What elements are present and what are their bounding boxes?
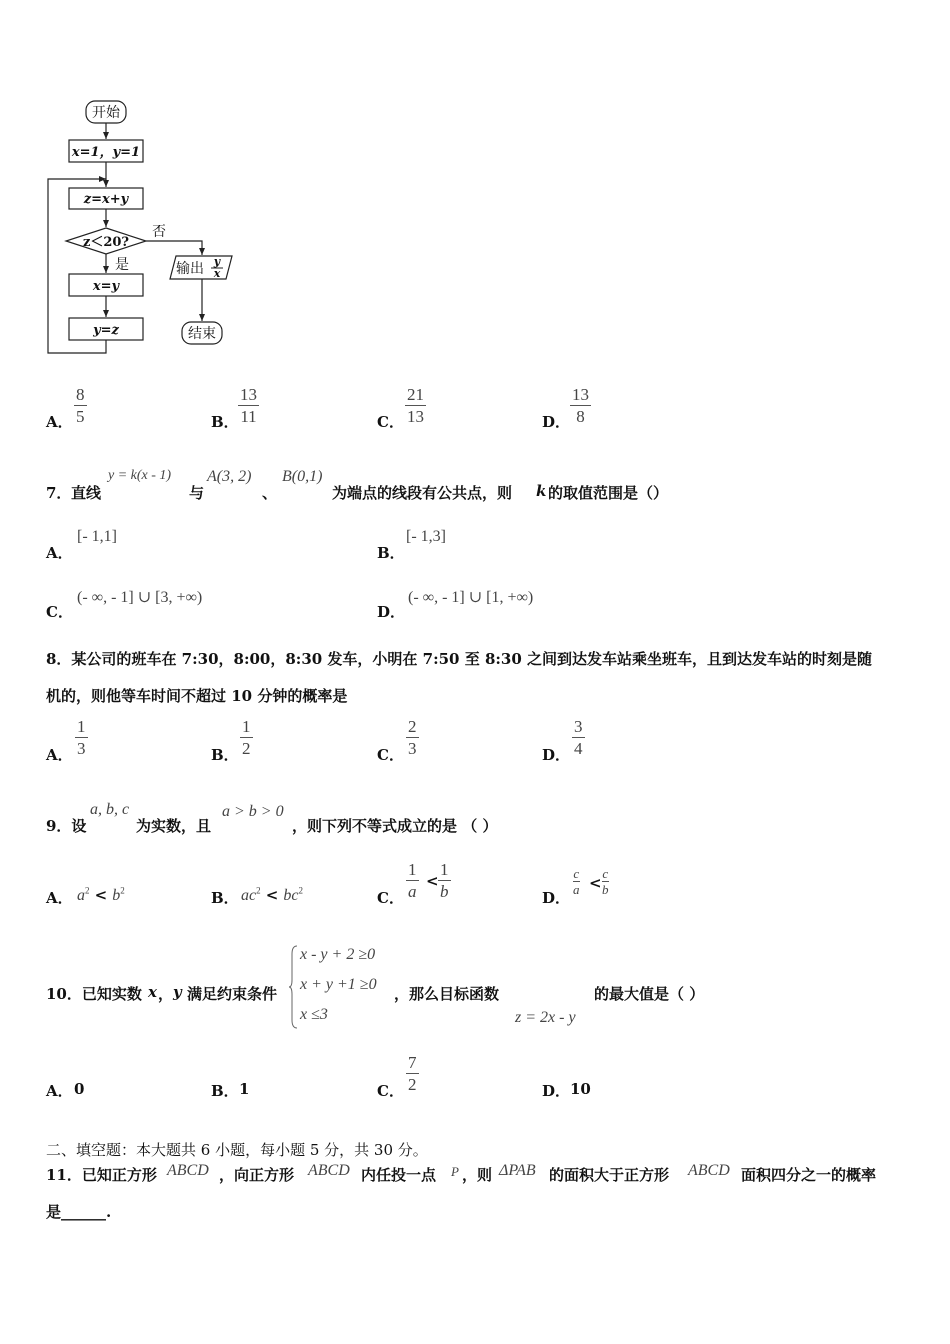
q7-number: 7． [46, 484, 72, 502]
q6-opt-c-frac: $\frac{21}{13}$ [407, 385, 424, 426]
q7-opt-a-label: A． [46, 544, 73, 562]
q8-line-2: 机的，则他等车时间不超过 10 分钟的概率是 [46, 687, 348, 705]
q8-opt-c-frac: $\frac{2}{3}$ [408, 717, 417, 758]
q6-opt-c-label: C． [377, 413, 404, 431]
q10-text-3: 的最大值是（ ） [594, 985, 705, 1003]
q7-opt-c-label: C． [46, 603, 73, 621]
q9-vars: a, b, c [90, 801, 130, 818]
q10-opt-b-label: B． [211, 1082, 239, 1100]
q7-text-1: 直线 [71, 484, 102, 502]
q10-opt-d-label: D． [542, 1082, 571, 1100]
q11-text-2: ，向正方形 [219, 1166, 295, 1184]
q11-abcd-3: ABCD [688, 1162, 730, 1179]
q10-comma: ， [158, 985, 174, 1003]
q10-objective: z = 2x - y [515, 1009, 576, 1026]
q10-text-1: 满足约束条件 [187, 985, 278, 1003]
flow-end-text: 结束 [188, 326, 216, 342]
flow-init-text: x=1，y=1 [71, 145, 141, 160]
q6-opt-a-frac: $\frac{8}{5}$ [76, 385, 85, 426]
flowchart [40, 95, 240, 360]
q10-opt-a-value: 0 [74, 1080, 85, 1098]
section-2-title: 二、填空题：本大题共 6 小题，每小题 5 分，共 30 分。 [46, 1141, 428, 1159]
q7-opt-b-value: [- 1,3] [406, 528, 446, 545]
flow-no-label: 否 [152, 224, 166, 240]
q7-point-a: A(3, 2) [207, 468, 252, 485]
q11-p: P [451, 1164, 459, 1179]
q9-opt-b-label: B． [211, 889, 239, 907]
q11-text-4: ，则 [462, 1166, 493, 1184]
q10-opt-c-label: C． [377, 1082, 404, 1100]
flow-output-text: 输出 [176, 261, 204, 277]
flow-yes-label: 是 [115, 257, 129, 273]
q10-constraint-2: x + y +1 ≥0 [300, 976, 377, 993]
q11-text-5: 的面积大于正方形 [549, 1166, 670, 1184]
q8-opt-b-frac: $\frac{1}{2}$ [242, 717, 251, 758]
q10-opt-c-frac: $\frac{7}{2}$ [408, 1053, 417, 1094]
q6-opt-a-label: A． [46, 413, 73, 431]
q7-opt-a-value: [- 1,1] [77, 528, 117, 545]
q11-text-3: 内任投一点 [361, 1166, 437, 1184]
q8-opt-d-label: D． [542, 746, 571, 764]
q9-opt-c-frac-2: $\frac{1}{b}$ [440, 860, 449, 901]
q8-opt-c-label: C． [377, 746, 404, 764]
q7-text-2: 与 [189, 484, 205, 502]
q6-opt-d-frac: $\frac{13}{8}$ [572, 385, 589, 426]
q8-opt-d-frac: $\frac{3}{4}$ [574, 717, 583, 758]
q9-opt-d-frac-2: c b [602, 866, 609, 897]
q11-abcd-1: ABCD [167, 1162, 209, 1179]
q8-opt-a-frac: $\frac{1}{3}$ [77, 717, 86, 758]
q9-opt-d-label: D． [542, 889, 571, 907]
q9-number: 9．设 [46, 817, 87, 835]
q9-opt-a-label: A． [46, 889, 73, 907]
q7-opt-c-value: (- ∞, - 1] ∪ [3, +∞) [77, 589, 203, 606]
q8-opt-b-label: B． [211, 746, 239, 764]
q6-opt-b-frac: $\frac{13}{11}$ [240, 385, 257, 426]
q9-opt-b-expr: $ac^2 < bc^2$ [241, 885, 303, 904]
q10-constraint-3: x ≤3 [300, 1006, 328, 1023]
q10-x: x [148, 983, 157, 1001]
q8-line-1: 8．某公司的班车在 7:30，8:00，8:30 发车，小明在 7:50 至 8:30 之间到达发车站乘坐班车，且到达发车站的时刻是随 [46, 650, 873, 668]
q9-opt-d-lt: < [589, 874, 602, 892]
q9-opt-a-expr: $a^2 < b^2$ [77, 885, 125, 904]
q7-line-eq: y = k(x - 1) [108, 468, 172, 483]
q10-opt-a-label: A． [46, 1082, 73, 1100]
q10-constraint-1: x - y + 2 ≥0 [300, 946, 376, 963]
q10-opt-d-value: 10 [570, 1080, 591, 1098]
q7-text-4: 为端点的线段有公共点，则 [332, 484, 513, 502]
q9-text-1: 为实数，且 [136, 817, 212, 835]
q7-opt-d-label: D． [377, 603, 406, 621]
q9-opt-c-frac-1: $\frac{1}{a}$ [408, 860, 417, 901]
q11-abcd-2: ABCD [308, 1162, 350, 1179]
q9-text-2: ，则下列不等式成立的是 （ ） [292, 817, 498, 835]
flow-assign-y-text: y=z [93, 323, 119, 338]
q11-text-1: 11．已知正方形 [46, 1166, 157, 1184]
q10-y: y [173, 983, 182, 1001]
q10-number: 10．已知实数 [46, 985, 142, 1003]
q11-line-2: 是______. [46, 1203, 112, 1221]
flow-condition-text: z＜20? [82, 235, 130, 250]
q9-opt-c-label: C． [377, 889, 404, 907]
q6-opt-b-label: B． [211, 413, 239, 431]
q9-opt-c-lt: < [426, 872, 439, 890]
flow-assign-z-text: z=x+y [83, 192, 129, 207]
flow-output-num: y [213, 255, 221, 268]
q9-opt-d-frac-1: c a [573, 866, 580, 897]
flow-assign-x-text: x=y [92, 279, 120, 294]
q10-text-2: ，那么目标函数 [394, 985, 500, 1003]
q11-text-6: 面积四分之一的概率 [741, 1166, 877, 1184]
q7-text-3: 、 [262, 484, 278, 502]
flow-start-text: 开始 [92, 105, 120, 121]
flow-output-den: x [213, 267, 221, 280]
q7-opt-d-value: (- ∞, - 1] ∪ [1, +∞) [408, 589, 534, 606]
q8-opt-a-label: A． [46, 746, 73, 764]
q7-point-b: B(0,1) [282, 468, 323, 485]
q10-brace [288, 944, 298, 1030]
q7-opt-b-label: B． [377, 544, 405, 562]
q11-triangle: ΔPAB [499, 1162, 536, 1179]
q10-opt-b-value: 1 [239, 1080, 250, 1098]
q7-text-5: 的取值范围是（） [548, 484, 669, 502]
q6-opt-d-label: D． [542, 413, 571, 431]
q7-k: k [536, 482, 547, 500]
q9-condition: a > b > 0 [222, 803, 284, 820]
